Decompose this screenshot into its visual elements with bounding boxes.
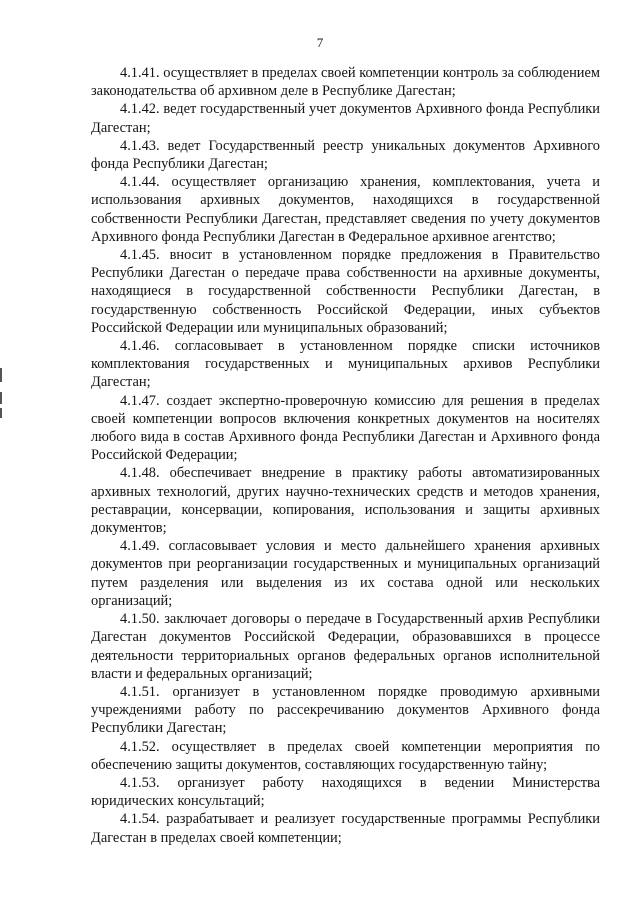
paragraph-4-1-49: 4.1.49. согласовывает условия и место дальнейшего хранения архивных документов при реорганизации государственных и муниципальных организаций путем разделения или выделения из их состава одной или нескольких организаций; <box>91 538 600 609</box>
paragraph-4-1-48: 4.1.48. обеспечивает внедрение в практику работы автоматизированных архивных технологий, других научно-технических средств и методов хранения, реставрации, консервации, копирования, использования и защиты архивных документов; <box>91 465 600 537</box>
paragraph-4-1-52: 4.1.52. осуществляет в пределах своей компетенции мероприятия по обеспечению защиты документов, составляющих государственную тайну; <box>91 738 600 773</box>
paragraph-4-1-44: 4.1.44. осуществляет организацию хранения, комплектования, учета и использования архивных документов, находящихся в государственной собственности Республики Дагестан, представляет сведения по учету документов Архивного фонда Республики Дагестан в Федеральное архивное агентство; <box>91 174 600 245</box>
page-number: 7 <box>316 35 324 50</box>
paragraph-4-1-42: 4.1.42. ведет государственный учет документов Архивного фонда Республики Дагестан; <box>91 101 600 136</box>
paragraph-4-1-47: 4.1.47. создает экспертно-проверочную комиссию для решения в пределах своей компетенции вопросов включения конкретных документов на носителях любого вида в состав Архивного фонда Республики Дагестан и Архивного фонда Российской Федерации; <box>91 392 600 464</box>
paragraph-4-1-46: 4.1.46. согласовывает в установленном порядке списки источников комплектования государственных и муниципальных архивов Республики Дагестан; <box>91 338 600 391</box>
paragraph-4-1-43: 4.1.43. ведет Государственный реестр уникальных документов Архивного фонда Республики Дагестан; <box>91 137 600 173</box>
paragraph-4-1-54: 4.1.54. разрабатывает и реализует государственные программы Республики Дагестан в пределах своей компетенции; <box>91 811 600 846</box>
paragraph-4-1-45: 4.1.45. вносит в установленном порядке предложения в Правительство Республики Дагестан о передаче права собственности на архивные документы, находящиеся в государственной собственности Республики Дагестан, в государственную собственность Российской Федерации, иных субъектов Российской Федерации или муниципальных образований; <box>91 247 600 336</box>
paragraph-4-1-41: 4.1.41. осуществляет в пределах своей компетенции контроль за соблюдением законодательства об архивном деле в Республике Дагестан; <box>91 65 600 100</box>
paragraph-4-1-53: 4.1.53. организует работу находящихся в ведении Министерства юридических консультаций; <box>91 774 600 810</box>
paragraph-4-1-51: 4.1.51. организует в установленном порядке проводимую архивными учреждениями работу по рассекречиванию документов Архивного фонда Республики Дагестан; <box>91 683 600 737</box>
paragraph-4-1-50: 4.1.50. заключает договоры о передаче в Государственный архив Республики Дагестан документов Российской Федерации, образовавшихся в процессе деятельности территориальных органов федеральных органов исполнительной власти и федеральных организаций; <box>91 611 600 682</box>
scan-edge-mark <box>0 392 2 404</box>
document-body <box>91 64 600 847</box>
scan-edge-mark <box>0 368 2 382</box>
scan-edge-mark <box>0 408 2 418</box>
